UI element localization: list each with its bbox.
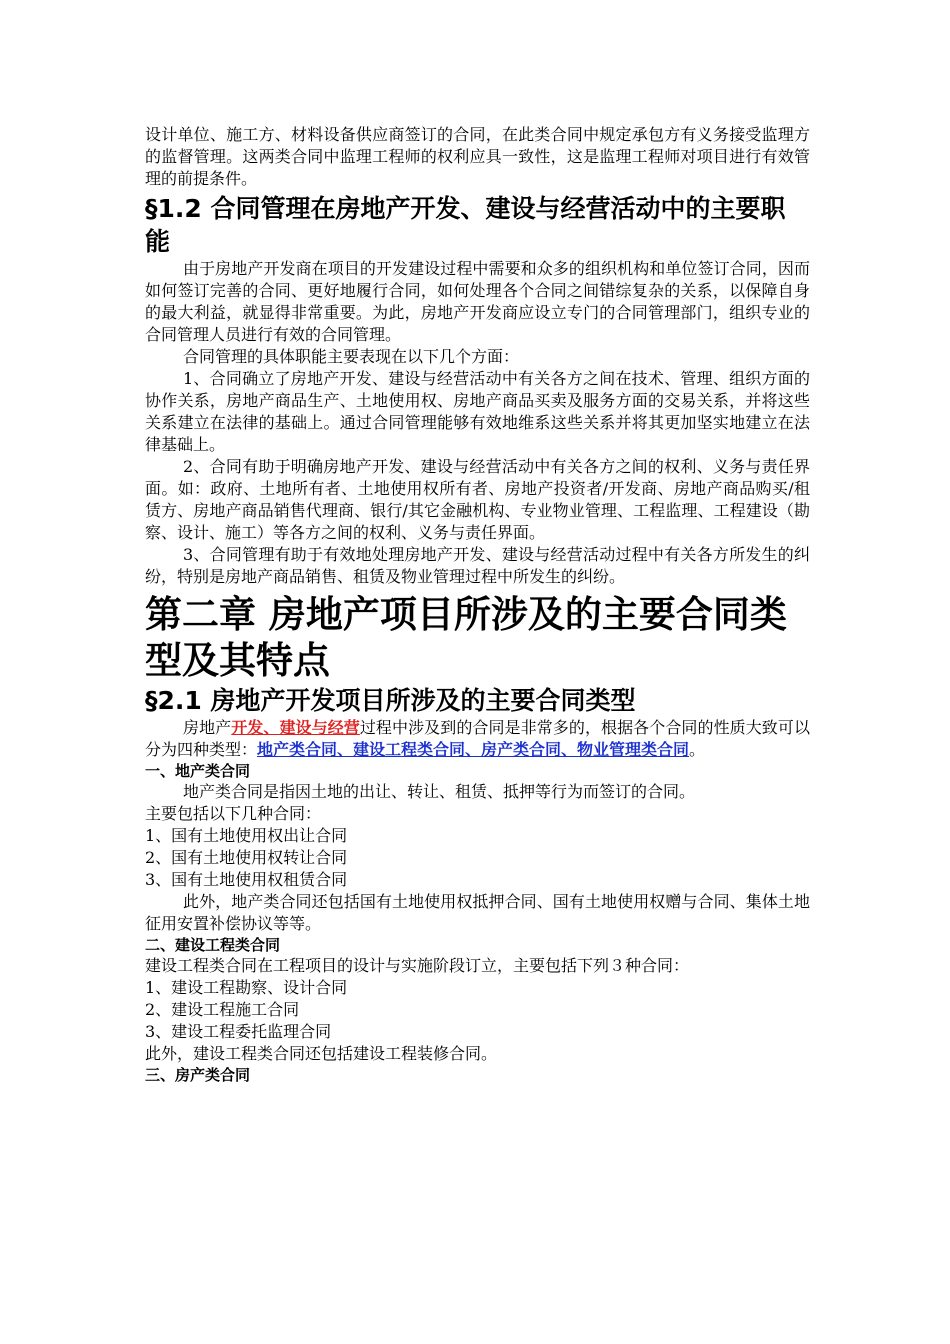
blue-link-text[interactable]: 地产类合同、建设工程类合同、房产类合同、物业管理类合同 (257, 740, 690, 759)
document-body (145, 124, 810, 1085)
subsection-heading-2: 二、建设工程类合同 (145, 936, 281, 954)
list-item: 1、国有土地使用权出让合同 (145, 826, 348, 845)
paragraph-intro: 设计单位、施工方、材料设备供应商签订的合同，在此类合同中规定承包方有义务接受监理方的监督管理。这两类合同中监理工程师的权利应具一致性，这是监理工程师对项目进行有效管理的前提条件。 (145, 125, 810, 188)
section-heading-1-2: §1.2 合同管理在房地产开发、建设与经营活动中的主要职能 (145, 194, 786, 256)
text-run: 过程中涉及到的合同是非常多的，根据各个合同的性质大致可以分为四种类型： (145, 718, 810, 759)
paragraph-s2-a: 建设工程类合同在工程项目的设计与实施阶段订立，主要包括下列３种合同： (145, 956, 690, 975)
paragraph-s1-b: 主要包括以下几种合同： (145, 804, 322, 823)
list-item: 3、国有土地使用权租赁合同 (145, 870, 348, 889)
text-run: 。 (689, 740, 706, 759)
subsection-heading-1: 一、地产类合同 (145, 762, 251, 780)
paragraph-s1-a: 地产类合同是指因土地的出让、转让、租赁、抵押等行为而签订的合同。 (183, 782, 696, 801)
text-run: 房地产 (183, 718, 232, 737)
list-item: 2、国有土地使用权转让合同 (145, 848, 348, 867)
paragraph-1-2-b: 合同管理的具体职能主要表现在以下几个方面： (183, 347, 520, 366)
list-item: 2、建设工程施工合同 (145, 1000, 300, 1019)
paragraph-2-1 (145, 717, 810, 761)
red-link-text[interactable]: 开发、建设与经营 (231, 718, 360, 737)
list-item: 3、建设工程委托监理合同 (145, 1022, 332, 1041)
paragraph-s1-c: 此外，地产类合同还包括国有土地使用权抵押合同、国有土地使用权赠与合同、集体土地征用安置补偿协议等等。 (145, 892, 810, 933)
subsection-heading-3: 三、房产类合同 (145, 1066, 251, 1084)
paragraph-1-2-d: 2、合同有助于明确房地产开发、建设与经营活动中有关各方之间的权利、义务与责任界面。如：政府、土地所有者、土地使用权所有者、房地产投资者/开发商、房地产商品购买/租赁方、房地产商品销售代理商、银行/其它金融机构、专业物业管理、工程监理、工程建设（勘察、设计、施工）等各方之间的权利、义务与责任界面。 (145, 457, 810, 542)
paragraph-s2-b: 此外，建设工程类合同还包括建设工程装修合同。 (145, 1044, 498, 1063)
chapter-heading-2: 第二章 房地产项目所涉及的主要合同类型及其特点 (145, 593, 787, 682)
section-heading-2-1: §2.1 房地产开发项目所涉及的主要合同类型 (145, 686, 636, 715)
paragraph-1-2-e: 3、合同管理有助于有效地处理房地产开发、建设与经营活动过程中有关各方所发生的纠纷，特别是房地产商品销售、租赁及物业管理过程中所发生的纠纷。 (145, 545, 810, 586)
list-item: 1、建设工程勘察、设计合同 (145, 978, 348, 997)
paragraph-1-2-a: 由于房地产开发商在项目的开发建设过程中需要和众多的组织机构和单位签订合同，因而如何签订完善的合同、更好地履行合同，如何处理各个合同之间错综复杂的关系，以保障自身的最大利益，就显得非常重要。为此，房地产开发商应设立专门的合同管理部门，组织专业的合同管理人员进行有效的合同管理。 (145, 259, 810, 344)
paragraph-1-2-c: 1、合同确立了房地产开发、建设与经营活动中有关各方之间在技术、管理、组织方面的协作关系，房地产商品生产、土地使用权、房地产商品买卖及服务方面的交易关系，并将这些关系建立在法律的基础上。通过合同管理能够有效地维系这些关系并将其更加坚实地建立在法律基础上。 (145, 369, 810, 454)
